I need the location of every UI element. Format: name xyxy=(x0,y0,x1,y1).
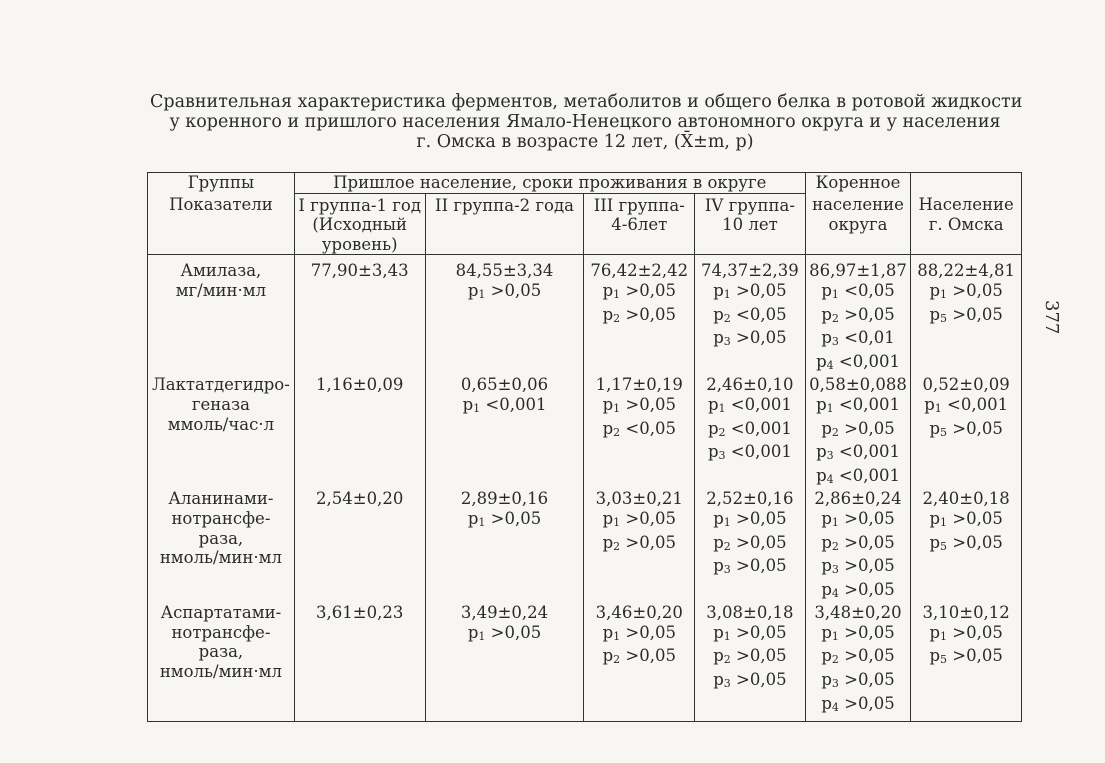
p-value: $p_3 >0,05$ xyxy=(713,328,787,349)
mean-value: 0,52±0,09 xyxy=(922,375,1010,395)
p-threshold: >0,05 xyxy=(730,328,787,348)
p-index: 3 xyxy=(831,677,839,691)
p-index: 2 xyxy=(613,653,621,667)
mean-value: 88,22±4,81 xyxy=(917,261,1016,281)
enzyme-comparison-table xyxy=(147,172,1022,722)
header-line: 10 лет xyxy=(722,215,778,235)
header-line: Население xyxy=(918,195,1014,215)
p-threshold: >0,05 xyxy=(947,508,1003,528)
p-threshold: <0,001 xyxy=(725,442,792,462)
p-threshold: <0,05 xyxy=(838,280,895,300)
p-value: $p_3 <0,01$ xyxy=(821,328,895,349)
p-index: 3 xyxy=(831,563,839,577)
header-line: I группа-1 год xyxy=(298,195,421,215)
p-value: $p_2 >0,05$ xyxy=(602,646,676,667)
p-value: $p_2 <0,001$ xyxy=(707,418,792,439)
p-index: 5 xyxy=(940,425,948,439)
p-index: 3 xyxy=(718,449,726,463)
omsk-header-top xyxy=(911,173,1022,194)
p-index: 2 xyxy=(718,425,726,439)
mean-value: 1,17±0,19 xyxy=(595,375,683,395)
caption-line: у коренного и пришлого населения Ямало-Ненецкого автономного округа и у населения xyxy=(169,112,1001,132)
p-threshold: <0,001 xyxy=(833,442,900,462)
p-value: $p_2 >0,05$ xyxy=(821,646,895,667)
indicator-line: ммоль/час·л xyxy=(167,414,275,434)
p-value: $p_3 >0,05$ xyxy=(713,670,787,691)
p-threshold: >0,05 xyxy=(838,622,895,642)
indicator-line: Аланинами- xyxy=(168,489,274,509)
migrant-population-header: Пришлое население, сроки проживания в округе xyxy=(294,173,805,194)
p-value: $p_1 >0,05$ xyxy=(602,508,676,529)
p-value: $p_1 >0,05$ xyxy=(713,280,787,301)
p-index: 1 xyxy=(831,629,839,643)
p-index: 1 xyxy=(831,515,839,529)
indigenous-header-top: Коренное xyxy=(805,173,911,194)
indicator-line: нотрансфе- xyxy=(171,622,271,642)
caption-line: Сравнительная характеристика ферментов, метаболитов и общего белка в ротовой жидкости xyxy=(150,92,1023,112)
p-index: 1 xyxy=(613,629,621,643)
mean-value: 3,48±0,20 xyxy=(814,603,902,623)
p-index: 3 xyxy=(723,335,731,349)
p-index: 1 xyxy=(473,401,481,415)
p-index: 1 xyxy=(718,401,726,415)
p-value: $p_1 <0,001$ xyxy=(707,394,792,415)
caption-line: г. Омска в возрасте 12 лет, (X̄±m, р) xyxy=(416,132,754,152)
p-index: 1 xyxy=(478,287,486,301)
mean-value: 86,97±1,87 xyxy=(809,261,907,281)
p-value: $p_2 <0,05$ xyxy=(602,418,676,439)
p-value: $p_1 >0,05$ xyxy=(821,508,895,529)
p-value: $p_1 >0,05$ xyxy=(602,622,676,643)
p-threshold: >0,05 xyxy=(838,418,895,438)
indicator-cell xyxy=(148,255,295,375)
p-value: $p_5 >0,05$ xyxy=(929,646,1003,667)
p-index: 1 xyxy=(723,287,731,301)
p-threshold: >0,05 xyxy=(730,622,787,642)
p-value: $p_3 >0,05$ xyxy=(821,670,895,691)
p-threshold: >0,05 xyxy=(620,304,676,324)
mean-value: 3,49±0,24 xyxy=(460,603,549,623)
mean-value: 3,61±0,23 xyxy=(316,603,404,623)
p-index: 1 xyxy=(940,629,948,643)
p-value: $p_4 <0,001$ xyxy=(816,351,900,372)
p-index: 4 xyxy=(831,586,839,600)
header-line: 4-6лет xyxy=(611,215,668,235)
value-cell xyxy=(695,375,806,489)
table-caption xyxy=(150,92,1023,152)
p-threshold: >0,05 xyxy=(620,394,676,414)
indicator-line: нмоль/мин·мл xyxy=(159,548,282,568)
mean-value: 2,40±0,18 xyxy=(922,489,1010,509)
p-value: $p_3 >0,05$ xyxy=(821,556,895,577)
p-index: 1 xyxy=(831,287,839,301)
p-threshold: >0,05 xyxy=(730,508,787,528)
omsk-header xyxy=(911,193,1022,255)
p-index: 1 xyxy=(478,515,486,529)
value-cell xyxy=(294,603,425,721)
p-index: 1 xyxy=(613,401,621,415)
value-cell xyxy=(805,489,911,603)
p-value: $p_2 >0,05$ xyxy=(821,304,895,325)
groups-header: Группы xyxy=(148,173,295,194)
p-index: 1 xyxy=(723,629,731,643)
p-threshold: >0,05 xyxy=(730,556,787,576)
p-threshold: <0,05 xyxy=(620,418,676,438)
p-threshold: >0,05 xyxy=(620,646,676,666)
p-index: 1 xyxy=(826,401,834,415)
value-cell xyxy=(294,375,425,489)
p-threshold: >0,05 xyxy=(947,532,1003,552)
p-threshold: <0,001 xyxy=(725,418,792,438)
p-index: 4 xyxy=(826,358,834,372)
p-index: 1 xyxy=(934,401,942,415)
p-threshold: >0,05 xyxy=(947,646,1003,666)
mean-value: 0,65±0,06 xyxy=(460,375,549,395)
indicator-line: Амилаза, xyxy=(180,261,262,281)
p-threshold: >0,05 xyxy=(947,304,1003,324)
mean-value: 3,03±0,21 xyxy=(595,489,683,509)
indicator-cell xyxy=(148,375,295,489)
p-index: 1 xyxy=(613,515,621,529)
indigenous-header xyxy=(805,193,911,255)
p-value: $p_2 >0,05$ xyxy=(602,304,676,325)
p-threshold: >0,05 xyxy=(730,646,787,666)
p-index: 2 xyxy=(831,311,839,325)
p-value: $p_1 >0,05$ xyxy=(467,508,542,529)
page-number: 377 xyxy=(1041,300,1062,335)
value-cell xyxy=(695,603,806,721)
indicator-cell xyxy=(148,603,295,721)
p-threshold: >0,05 xyxy=(838,693,895,713)
p-threshold: >0,05 xyxy=(620,280,676,300)
mean-value: 77,90±3,43 xyxy=(310,261,409,281)
indicator-line: нотрансфе- xyxy=(171,508,271,528)
p-threshold: >0,05 xyxy=(485,280,542,300)
mean-value: 0,58±0,088 xyxy=(809,375,907,395)
p-index: 2 xyxy=(831,425,839,439)
mean-value: 2,46±0,10 xyxy=(706,375,794,395)
value-cell xyxy=(805,375,911,489)
p-value: $p_1 <0,05$ xyxy=(821,280,895,301)
p-value: $p_1 >0,05$ xyxy=(713,622,787,643)
group-3-header xyxy=(584,193,695,255)
p-value: $p_2 >0,05$ xyxy=(713,646,787,667)
mean-value: 74,37±2,39 xyxy=(701,261,799,281)
group-1-header xyxy=(294,193,425,255)
p-threshold: <0,001 xyxy=(941,394,1009,414)
mean-value: 76,42±2,42 xyxy=(590,261,689,281)
value-cell xyxy=(294,255,425,375)
p-threshold: >0,05 xyxy=(838,508,895,528)
value-cell xyxy=(425,489,584,603)
p-value: $p_3 <0,001$ xyxy=(816,442,900,463)
header-line: IV группа- xyxy=(704,195,795,215)
p-value: $p_5 >0,05$ xyxy=(929,418,1003,439)
p-threshold: >0,05 xyxy=(620,622,676,642)
p-index: 1 xyxy=(940,287,948,301)
value-cell xyxy=(294,489,425,603)
p-threshold: >0,05 xyxy=(730,532,787,552)
p-index: 1 xyxy=(613,287,621,301)
mean-value: 3,46±0,20 xyxy=(595,603,683,623)
p-value: $p_1 >0,05$ xyxy=(467,280,542,301)
p-index: 2 xyxy=(723,539,731,553)
p-value: $p_4 >0,05$ xyxy=(821,579,895,600)
value-cell xyxy=(911,255,1022,375)
value-cell xyxy=(425,603,584,721)
p-index: 5 xyxy=(940,539,948,553)
mean-value: 2,89±0,16 xyxy=(460,489,549,509)
mean-value: 2,52±0,16 xyxy=(706,489,794,509)
mean-value: 2,54±0,20 xyxy=(316,489,404,509)
indicator-line: Лактатдегидро- xyxy=(152,375,290,395)
group-2-header xyxy=(425,193,584,255)
p-index: 2 xyxy=(613,425,621,439)
p-threshold: <0,001 xyxy=(833,465,900,485)
p-value: $p_4 <0,001$ xyxy=(816,465,900,486)
p-value: $p_3 <0,001$ xyxy=(707,442,792,463)
p-value: $p_2 >0,05$ xyxy=(713,532,787,553)
p-index: 3 xyxy=(826,449,834,463)
p-index: 3 xyxy=(723,563,731,577)
p-index: 1 xyxy=(940,515,948,529)
p-threshold: >0,05 xyxy=(838,304,895,324)
p-value: $p_5 >0,05$ xyxy=(929,304,1003,325)
value-cell xyxy=(911,375,1022,489)
value-cell xyxy=(584,489,695,603)
indicator-line: геназа xyxy=(191,394,250,414)
p-value: $p_3 >0,05$ xyxy=(713,556,787,577)
p-threshold: <0,01 xyxy=(838,328,895,348)
p-threshold: >0,05 xyxy=(838,646,895,666)
p-threshold: >0,05 xyxy=(730,280,787,300)
value-cell xyxy=(805,255,911,375)
p-value: $p_1 >0,05$ xyxy=(602,280,676,301)
indicator-line: раза, xyxy=(198,642,244,662)
p-index: 2 xyxy=(613,539,621,553)
p-value: $p_1 <0,001$ xyxy=(462,394,547,415)
mean-value: 84,55±3,34 xyxy=(455,261,554,281)
p-index: 2 xyxy=(831,539,839,553)
value-cell xyxy=(695,489,806,603)
p-value: $p_1 >0,05$ xyxy=(929,622,1003,643)
p-threshold: >0,05 xyxy=(838,532,895,552)
p-index: 5 xyxy=(940,653,948,667)
mean-value: 1,16±0,09 xyxy=(316,375,404,395)
value-cell xyxy=(425,375,584,489)
p-index: 5 xyxy=(940,311,948,325)
p-value: $p_1 >0,05$ xyxy=(602,394,676,415)
p-threshold: <0,001 xyxy=(833,351,900,371)
p-value: $p_4 >0,05$ xyxy=(821,693,895,714)
group-4-header xyxy=(695,193,806,255)
p-value: $p_1 >0,05$ xyxy=(929,280,1003,301)
p-index: 3 xyxy=(831,335,839,349)
indicator-line: Аспартатами- xyxy=(160,603,282,623)
p-index: 1 xyxy=(723,515,731,529)
p-index: 2 xyxy=(831,653,839,667)
header-line: г. Омска xyxy=(928,214,1004,234)
p-value: $p_1 <0,001$ xyxy=(924,394,1009,415)
header-line: (Исходный xyxy=(312,215,407,235)
p-index: 1 xyxy=(478,629,486,643)
p-threshold: <0,001 xyxy=(725,394,792,414)
value-cell xyxy=(584,255,695,375)
value-cell xyxy=(584,375,695,489)
p-index: 4 xyxy=(831,700,839,714)
p-value: $p_1 >0,05$ xyxy=(713,508,787,529)
table-row xyxy=(148,375,1022,489)
table-row xyxy=(148,603,1022,721)
indicators-header: Показатели xyxy=(148,193,295,255)
p-value: $p_5 >0,05$ xyxy=(929,532,1003,553)
p-threshold: >0,05 xyxy=(947,622,1003,642)
header-line: III группа- xyxy=(593,195,685,215)
mean-value: 3,10±0,12 xyxy=(922,603,1010,623)
p-value: $p_1 >0,05$ xyxy=(929,508,1003,529)
p-index: 2 xyxy=(723,311,731,325)
p-threshold: >0,05 xyxy=(838,556,895,576)
p-value: $p_1 >0,05$ xyxy=(467,622,542,643)
value-cell xyxy=(911,489,1022,603)
p-value: $p_2 >0,05$ xyxy=(821,532,895,553)
p-threshold: >0,05 xyxy=(485,508,542,528)
mean-value: 2,86±0,24 xyxy=(814,489,902,509)
p-threshold: <0,001 xyxy=(833,394,900,414)
header-line: округа xyxy=(828,214,888,234)
value-cell xyxy=(695,255,806,375)
value-cell xyxy=(911,603,1022,721)
p-threshold: >0,05 xyxy=(947,418,1003,438)
p-threshold: >0,05 xyxy=(947,280,1003,300)
p-threshold: >0,05 xyxy=(620,532,676,552)
p-value: $p_2 <0,05$ xyxy=(713,304,787,325)
header-line: население xyxy=(812,195,904,215)
p-index: 3 xyxy=(723,677,731,691)
p-value: $p_2 >0,05$ xyxy=(821,418,895,439)
value-cell xyxy=(805,603,911,721)
value-cell xyxy=(425,255,584,375)
table-row xyxy=(148,255,1022,375)
p-threshold: >0,05 xyxy=(485,622,542,642)
p-threshold: >0,05 xyxy=(838,579,895,599)
p-value: $p_1 <0,001$ xyxy=(816,394,900,415)
indicator-line: раза, xyxy=(198,528,244,548)
p-threshold: >0,05 xyxy=(730,670,787,690)
p-threshold: >0,05 xyxy=(838,670,895,690)
table-row xyxy=(148,489,1022,603)
p-threshold: <0,05 xyxy=(730,304,787,324)
p-value: $p_1 >0,05$ xyxy=(821,622,895,643)
indicator-line: нмоль/мин·мл xyxy=(159,662,282,682)
p-index: 4 xyxy=(826,472,834,486)
header-line: II группа-2 года xyxy=(435,195,574,215)
p-threshold: <0,001 xyxy=(480,394,547,414)
header-line: уровень) xyxy=(321,234,398,254)
p-index: 2 xyxy=(723,653,731,667)
p-threshold: >0,05 xyxy=(620,508,676,528)
p-index: 2 xyxy=(613,311,621,325)
indicator-line: мг/мин·мл xyxy=(175,280,267,300)
p-value: $p_2 >0,05$ xyxy=(602,532,676,553)
value-cell xyxy=(584,603,695,721)
mean-value: 3,08±0,18 xyxy=(706,603,794,623)
indicator-cell xyxy=(148,489,295,603)
